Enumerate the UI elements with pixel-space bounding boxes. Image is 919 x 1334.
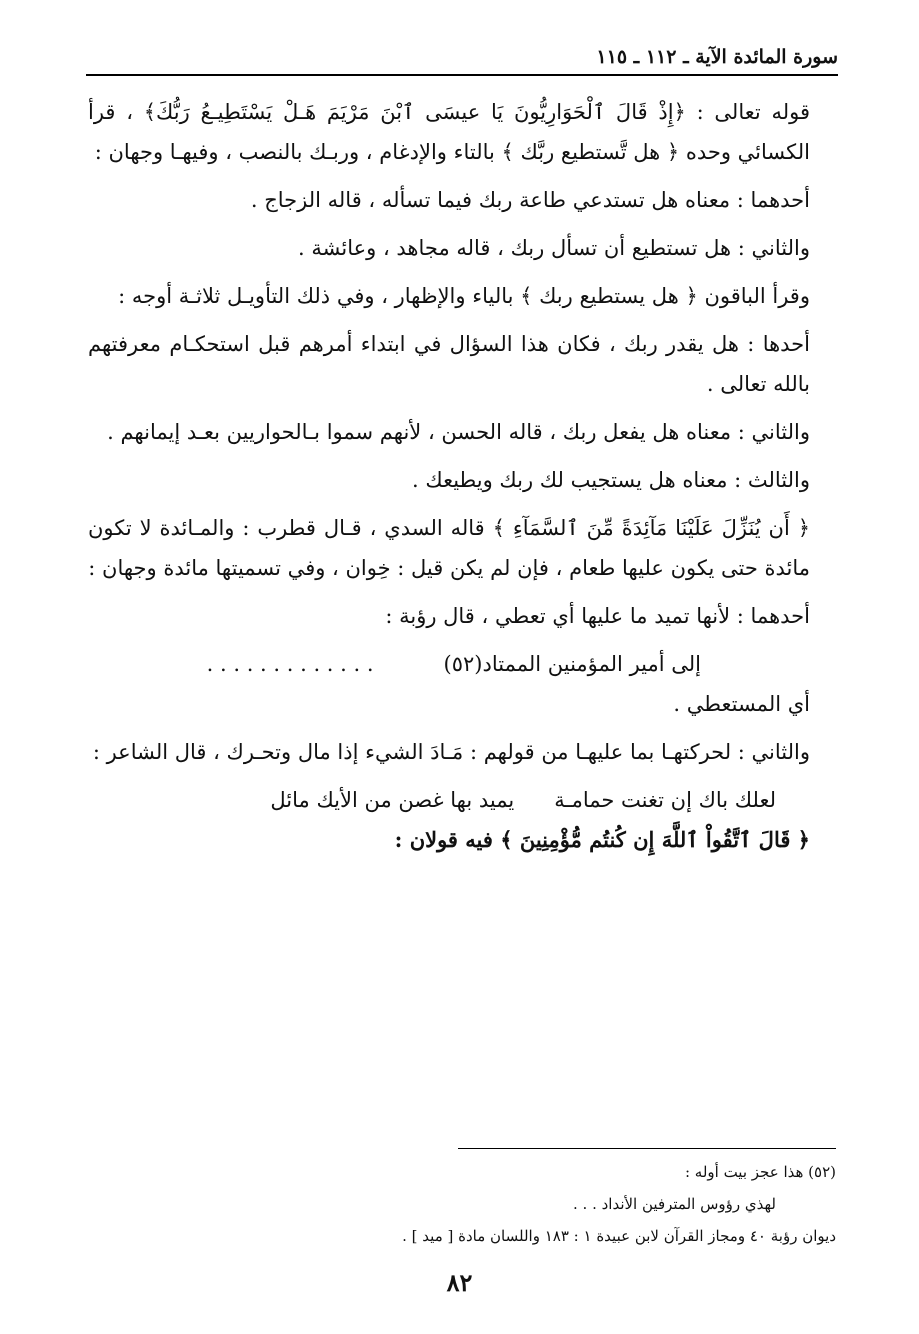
paragraph: وقرأ الباقون ﴿ هل يستطيع ربك ﴾ بالياء والإظهار ، وفي ذلك التأويـل ثلاثـة أوجه : [118,284,810,308]
header-title: سورة المائدة الآية ـ ١١٢ ـ ١١٥ [596,46,838,68]
footnote-line: لهذي رؤوس المترفين الأنداد . . . [573,1195,776,1213]
poem-hemistich-second: يميد بها غصن من الأيك مائل [270,788,515,812]
paragraph: قوله تعالى : ﴿إِذْ قَالَ ٱلْحَوَارِيُّونَ يَا عيسَى ٱبْنَ مَرْيَمَ هَـلْ يَسْتَطِيـعُ رَبُّكَ﴾ ، قرأ الكسائي وحده ﴿ هل تَّستطيع ربَّك ﴾ بالتاء والإدغام ، وربـك بالنصب ، وفيهـا وجهان : [88,100,810,164]
verse-dots: . . . . . . . . . . . . . [206,652,374,676]
page-number: ٨٢ [446,1268,473,1297]
paragraph: والثاني : هل تستطيع أن تسأل ربك ، قاله مجاهد ، وعائشة . [298,236,810,260]
paragraph: ﴿ قَالَ ٱتَّقُواْ ٱللَّهَ إِن كُنتُم مُّؤْمِنِينَ ﴾ فيه قولان : [394,827,810,852]
poem-line [88,780,836,820]
verse-text: إلى أمير المؤمنين الممتاد(٥٢) [443,652,701,676]
paragraph: أحدهما : معناه هل تستدعي طاعة ربك فيما تسأله ، قاله الزجاج . [250,188,810,212]
paragraph: والثاني : لحركتهـا بما عليهـا من قولهم : مَـادَ الشيء إذا مال وتحـرك ، قال الشاعر : [92,740,810,764]
paragraph: أحدها : هل يقدر ربك ، فكان هذا السؤال في ابتداء أمرهم قبل استحكـام معرفتهم بالله تعالى . [88,332,810,396]
paragraph: أحدهما : لأنها تميد ما عليها أي تعطي ، قال رؤبة : [385,604,810,628]
paragraph: أي المستعطي . [673,692,810,716]
poem-hemistich-first: لعلك باك إن تغنت حمامـة [554,788,776,812]
footnote-divider [458,1148,836,1149]
verse-line [88,644,836,684]
paragraph: والثالث : معناه هل يستجيب لك ربك ويطيعك . [412,468,810,492]
footnotes [88,1158,836,1254]
footnote-line: (٥٢) هذا عجز بيت أوله : [684,1163,836,1181]
paragraph: ﴿ أَن يُنَزِّلَ عَلَيْنَا مَآئِدَةً مِّنَ ٱلسَّمَآءِ ﴾ قاله السدي ، قـال قطرب : والمـائدة لا تكون مائدة حتى يكون عليها طعام ، فإن لم يكن قيل : خِوان ، وفي تسميتها مائدة وجهان : [88,516,810,580]
paragraph: والثاني : معناه هل يفعل ربك ، قاله الحسن ، لأنهم سموا بـالحواريين بعـد إيمانهم . [107,420,810,444]
main-text [88,92,836,868]
footnote-line: ديوان رؤبة ٤٠ ومجاز القرآن لابن عبيدة ١ : ١٨٣ واللسان مادة [ ميد ] . [402,1227,836,1245]
running-header [86,44,838,76]
